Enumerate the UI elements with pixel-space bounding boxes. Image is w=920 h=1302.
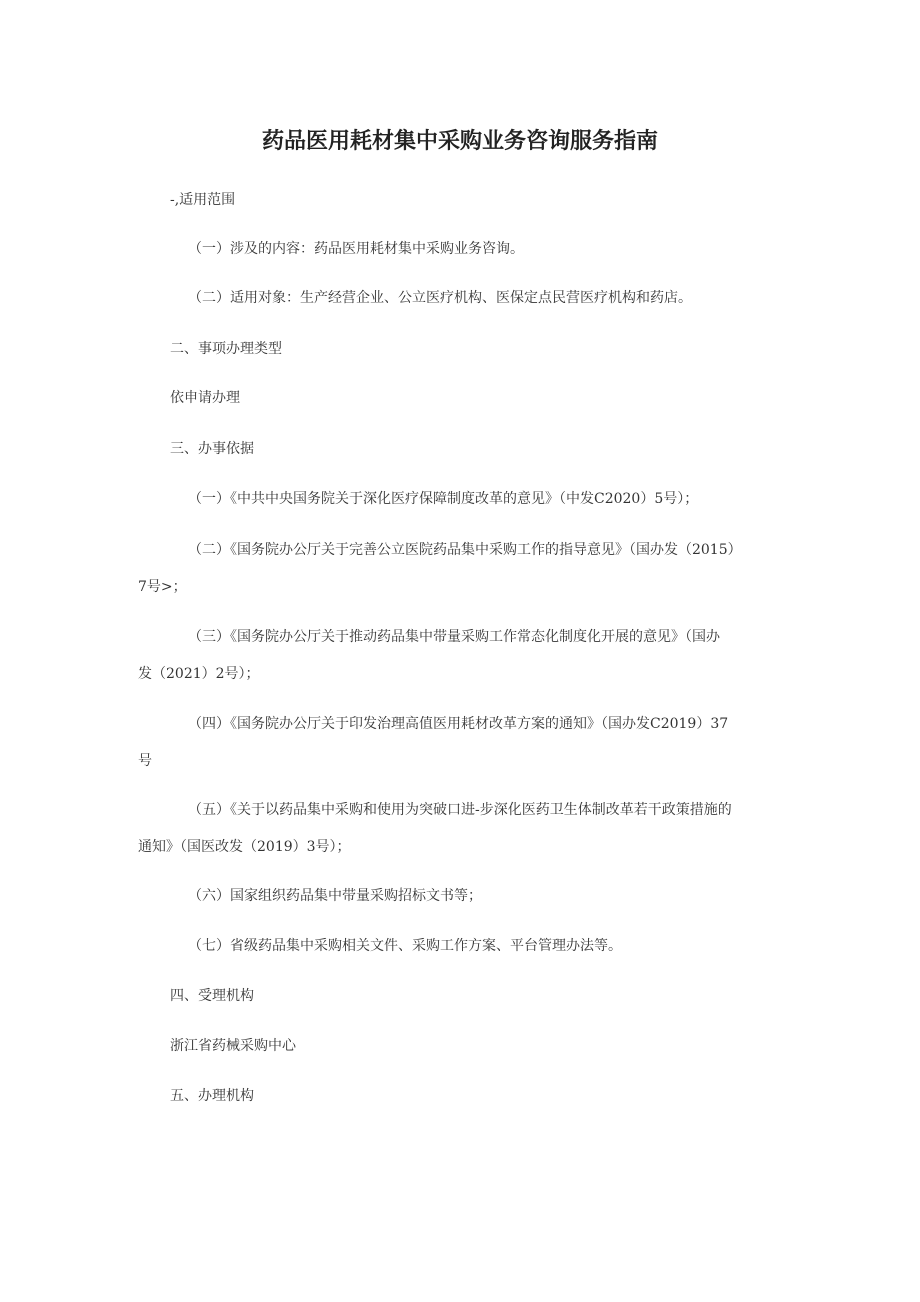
section-heading-scope: -,适用范围 [170,192,236,208]
basis-item-6: （六）国家组织药品集中带量采购招标文书等； [188,888,482,904]
section-heading-basis: 三、办事依据 [170,441,254,457]
document-title: 药品医用耗材集中采购业务咨询服务指南 [261,129,658,154]
basis-item-2: （二）《国务院办公厅关于完善公立医院药品集中采购工作的指导意见》（国办发（2015） [188,542,742,558]
basis-item-5-continuation: 通知》（国医改发（2019）3号）； [138,839,351,855]
basis-item-3-continuation: 发（2021）2号）； [138,666,260,682]
section-heading-handling: 五、办理机构 [170,1088,254,1104]
basis-item-5: （五）《关于以药品集中采购和使用为突破口进-步深化医药卫生体制改革若干政策措施的 [188,802,732,818]
scope-item-content: （一）涉及的内容：药品医用耗材集中采购业务咨询。 [188,241,524,257]
section-heading-type: 二、事项办理类型 [170,341,282,357]
basis-item-4-continuation: 号 [138,753,152,769]
basis-item-1: （一）《中共中央国务院关于深化医疗保障制度改革的意见》（中发C2020）5号）； [188,491,699,507]
basis-item-4: （四）《国务院办公厅关于印发治理高值医用耗材改革方案的通知》（国办发C2019）37 [188,716,729,732]
basis-item-3: （三）《国务院办公厅关于推动药品集中带量采购工作常态化制度化开展的意见》（国办 [188,629,720,645]
acceptance-text: 浙江省药械采购中心 [170,1038,296,1054]
type-text: 依申请办理 [170,390,240,406]
basis-item-7: （七）省级药品集中采购相关文件、采购工作方案、平台管理办法等。 [188,938,622,954]
scope-item-target: （二）适用对象：生产经营企业、公立医疗机构、医保定点民营医疗机构和药店。 [188,290,692,306]
section-heading-acceptance: 四、受理机构 [170,988,254,1004]
basis-item-2-continuation: 7号>； [138,579,187,595]
